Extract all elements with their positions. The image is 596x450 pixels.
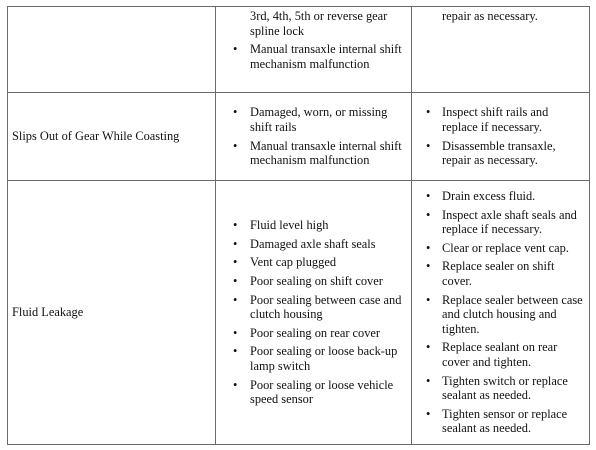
cause-text: Fluid level high <box>250 218 329 233</box>
cause-text: Vent cap plugged <box>250 255 337 270</box>
bullet-icon: • <box>233 105 238 120</box>
action-continued-text: repair as necessary. <box>442 9 538 23</box>
cause-continued-text: 3rd, 4th, 5th or reverse gear spline lock <box>250 9 388 38</box>
list-item <box>233 218 407 233</box>
bullet-icon: • <box>426 373 431 388</box>
bullet-icon: • <box>233 42 238 57</box>
table-row <box>8 93 590 181</box>
list-item <box>233 292 407 322</box>
action-list <box>412 103 589 169</box>
condition-cell: Fluid Leakage <box>8 181 216 445</box>
action-cell <box>412 93 590 181</box>
action-text: Inspect axle shaft seals and replace if necessary. <box>442 207 577 237</box>
action-text: Replace sealer between case and clutch housing and tighten. <box>442 292 583 336</box>
list-item <box>233 42 407 71</box>
cause-text: Damaged, worn, or missing shift rails <box>250 105 388 134</box>
list-item <box>426 292 585 337</box>
diagnosis-table-body <box>8 7 590 445</box>
cause-list <box>216 216 411 409</box>
cause-list <box>216 38 411 71</box>
list-item <box>233 325 407 341</box>
bullet-icon: • <box>426 406 431 421</box>
list-item <box>426 340 585 369</box>
cause-cell <box>216 93 412 181</box>
bullet-icon: • <box>233 138 238 153</box>
list-item <box>233 377 407 407</box>
cause-text: Manual transaxle internal shift mechanism malfunction <box>250 42 402 71</box>
list-item <box>426 240 585 256</box>
list-item <box>426 138 585 168</box>
cause-list <box>216 103 411 169</box>
condition-cell <box>8 7 216 93</box>
list-item <box>233 344 407 373</box>
cause-cell <box>216 7 412 93</box>
condition-cell: Slips Out of Gear While Coasting <box>8 93 216 181</box>
list-item <box>426 259 585 289</box>
cause-text: Poor sealing or loose vehicle speed sensor <box>250 377 394 407</box>
action-text: Clear or replace vent cap. <box>442 240 569 255</box>
list-item <box>233 105 407 134</box>
action-text: Disassemble transaxle, repair as necessary. <box>442 138 556 168</box>
bullet-icon: • <box>233 377 238 392</box>
bullet-icon: • <box>233 255 238 270</box>
list-item <box>233 138 407 168</box>
diagnosis-table <box>7 6 590 445</box>
bullet-icon: • <box>426 105 431 120</box>
list-item <box>233 255 407 270</box>
bullet-icon: • <box>426 240 431 255</box>
bullet-icon: • <box>233 292 238 307</box>
bullet-icon: • <box>233 344 238 359</box>
list-item <box>426 373 585 403</box>
action-list <box>412 187 589 438</box>
cause-text: Poor sealing between case and clutch housing <box>250 292 402 322</box>
list-item <box>426 406 585 436</box>
bullet-icon: • <box>233 274 238 289</box>
bullet-icon: • <box>426 189 431 204</box>
list-item <box>233 274 407 289</box>
action-text: Inspect shift rails and replace if necessary. <box>442 105 549 134</box>
cause-text: Poor sealing on shift cover <box>250 274 383 289</box>
cause-text: Poor sealing or loose back-up lamp switch <box>250 344 398 373</box>
list-item <box>426 105 585 134</box>
bullet-icon: • <box>426 259 431 274</box>
table-row <box>8 7 590 93</box>
action-text: Replace sealer on shift cover. <box>442 259 555 289</box>
action-cell <box>412 7 590 93</box>
cause-cell <box>216 181 412 445</box>
action-text: Tighten sensor or replace sealant as needed. <box>442 406 568 436</box>
bullet-icon: • <box>426 292 431 307</box>
list-item <box>233 236 407 252</box>
bullet-icon: • <box>426 340 431 355</box>
cause-text: Poor sealing on rear cover <box>250 325 381 340</box>
bullet-icon: • <box>426 138 431 153</box>
action-text: Tighten switch or replace sealant as needed. <box>442 373 568 403</box>
list-item <box>426 207 585 237</box>
cause-text: Manual transaxle internal shift mechanism malfunction <box>250 138 402 168</box>
bullet-icon: • <box>233 236 238 251</box>
table-row <box>8 181 590 445</box>
bullet-icon: • <box>426 207 431 222</box>
cause-text: Damaged axle shaft seals <box>250 236 376 251</box>
bullet-icon: • <box>233 218 238 233</box>
action-text: Replace sealant on rear cover and tighten. <box>442 340 558 369</box>
action-cell <box>412 181 590 445</box>
bullet-icon: • <box>233 325 238 340</box>
action-text: Drain excess fluid. <box>442 189 536 204</box>
list-item <box>426 189 585 204</box>
